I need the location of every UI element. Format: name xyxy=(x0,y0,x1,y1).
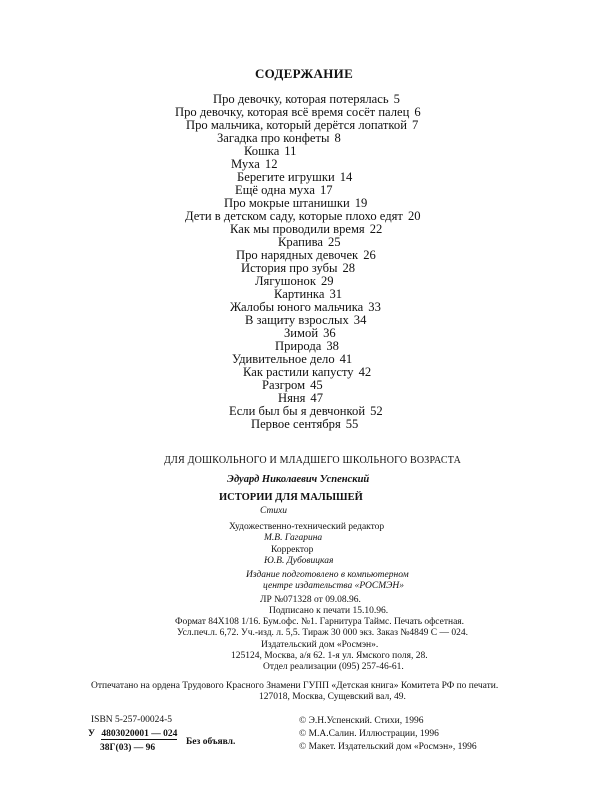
genre-label: Стихи xyxy=(260,506,288,516)
toc-entry: В защиту взрослых 34 xyxy=(245,313,367,327)
copyright-line: © М.А.Салин. Иллюстрации, 1996 xyxy=(299,729,439,739)
copyright-line: © Э.Н.Успенский. Стихи, 1996 xyxy=(299,716,424,726)
prepared-line-1: Издание подготовлено в компьютерном xyxy=(246,570,409,580)
toc-entry: Ещё одна муха 17 xyxy=(235,183,333,197)
toc-entry: Жалобы юного мальчика 33 xyxy=(230,300,381,314)
toc-entry: Загадка про конфеты 8 xyxy=(217,131,341,145)
corrector-name: Ю.В. Дубовицкая xyxy=(264,556,334,566)
publisher-line: Издательский дом «Росмэн». xyxy=(261,640,379,650)
toc-entry: Берегите игрушки 14 xyxy=(237,170,353,184)
toc-entry: Про нарядных девочек 26 xyxy=(236,248,376,262)
address-line: 125124, Москва, а/я 62. 1-я ул. Ямского поля, 28. xyxy=(231,651,428,661)
toc-entry: Удивительное дело 41 xyxy=(232,352,353,366)
isbn: ISBN 5-257-00024-5 xyxy=(91,715,173,725)
toc-entry: Картинка 31 xyxy=(274,287,343,301)
toc-entry: Муха 12 xyxy=(231,157,278,171)
editor-role: Художественно-технический редактор xyxy=(229,522,385,532)
toc-entry: Как растили капусту 42 xyxy=(243,365,372,379)
sheets-line: Усл.печ.л. 6,72. Уч.-изд. л. 5,5. Тираж 30 000 экз. Заказ №4849 С — 024. xyxy=(177,628,468,638)
toc-entry: Няня 47 xyxy=(278,391,324,405)
catalog-code: У 4803020001 — 024 xyxy=(88,729,178,739)
author-name: Эдуард Николаевич Успенский xyxy=(227,474,370,485)
toc-entry: Разгром 45 xyxy=(262,378,323,392)
toc-entry: Про девочку, которая потерялась 5 xyxy=(213,92,400,106)
toc-entry: Природа 38 xyxy=(275,339,339,353)
corrector-role: Корректор xyxy=(271,545,314,555)
prepared-line-2: центре издательства «РОСМЭН» xyxy=(263,581,404,591)
toc-entry: Зимой 36 xyxy=(284,326,336,340)
editor-name: М.В. Гагарина xyxy=(264,533,323,543)
license-line: ЛР №071328 от 09.08.96. xyxy=(260,595,361,605)
toc-entry: Про девочку, которая всё время сосёт палец 6 xyxy=(175,105,421,119)
toc-entry: Про мокрые штанишки 19 xyxy=(224,196,368,210)
printed-line-1: Отпечатано на ордена Трудового Красного Знамени ГУПП «Детская книга» Комитета РФ по печати. xyxy=(91,681,499,691)
book-title: ИСТОРИИ ДЛЯ МАЛЫШЕЙ xyxy=(219,492,363,503)
toc-entry: Кошка 11 xyxy=(244,144,297,158)
toc-entry: Крапива 25 xyxy=(278,235,341,249)
toc-entry: Про мальчика, который дерётся лопаткой 7 xyxy=(186,118,419,132)
toc-entry: Как мы проводили время 22 xyxy=(230,222,383,236)
toc-entry: История про зубы 28 xyxy=(241,261,356,275)
printed-line-2: 127018, Москва, Сущевский вал, 49. xyxy=(259,692,406,702)
toc-entry: Лягушонок 29 xyxy=(255,274,334,288)
audience-line: ДЛЯ ДОШКОЛЬНОГО И МЛАДШЕГО ШКОЛЬНОГО ВОЗРАСТА xyxy=(164,455,462,466)
no-announcement: Без объявл. xyxy=(186,737,236,747)
format-line: Формат 84X108 1/16. Бум.офс. №1. Гарнитура Таймс. Печать офсетная. xyxy=(175,617,465,627)
toc-entry: Дети в детском саду, которые плохо едят 20 xyxy=(185,209,421,223)
toc-entry: Первое сентября 55 xyxy=(251,417,359,431)
sales-line: Отдел реализации (095) 257-46-61. xyxy=(263,662,404,672)
toc-entry: Если был бы я девчонкой 52 xyxy=(229,404,383,418)
toc-title: СОДЕРЖАНИЕ xyxy=(254,66,354,81)
catalog-code-sub: 38Г(03) — 96 xyxy=(100,743,156,753)
signed-line: Подписано к печати 15.10.96. xyxy=(269,606,389,616)
copyright-line: © Макет. Издательский дом «Росмэн», 1996 xyxy=(299,742,477,752)
